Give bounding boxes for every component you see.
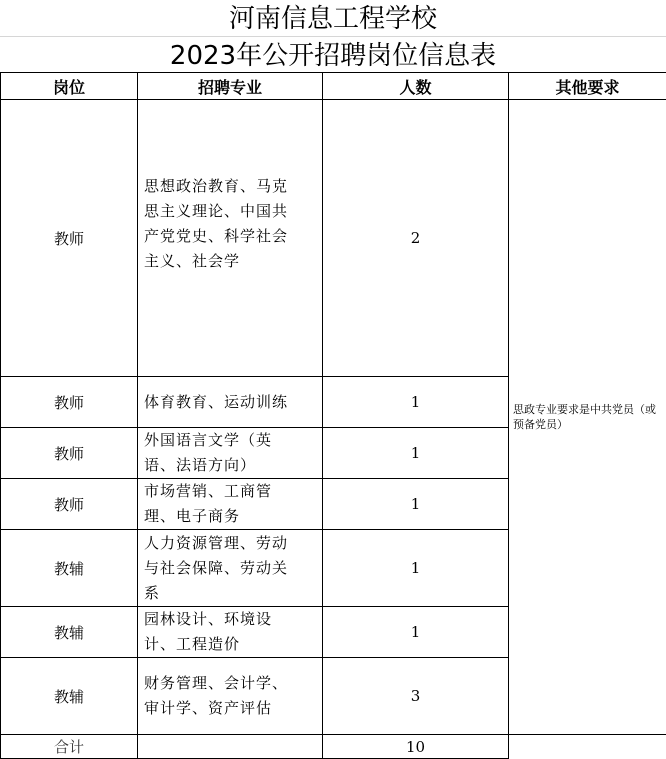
- position-cell: 教辅: [1, 658, 138, 735]
- other-requirement-cell: 思政专业要求是中共党员（或预备党员）: [509, 100, 666, 735]
- position-cell: 教师: [1, 479, 138, 530]
- major-cell: 人力资源管理、劳动与社会保障、劳动关系: [138, 530, 323, 607]
- position-cell: 教师: [1, 377, 138, 428]
- table-title: 2023年公开招聘岗位信息表: [169, 41, 497, 71]
- school-name: 河南信息工程学校: [228, 4, 437, 34]
- count-cell: 1: [323, 607, 509, 658]
- total-count: 10: [323, 735, 509, 759]
- total-row: [1, 735, 666, 759]
- total-blank: [509, 735, 666, 759]
- position-cell: 教师: [1, 100, 138, 377]
- header-row: [1, 73, 666, 100]
- major-cell: 思想政治教育、马克思主义理论、中国共产党党史、科学社会主义、社会学: [138, 100, 323, 377]
- header-count: 人数: [323, 73, 509, 100]
- position-cell: 教师: [1, 428, 138, 479]
- recruitment-table: [0, 72, 666, 759]
- major-cell: 财务管理、会计学、审计学、资产评估: [138, 658, 323, 735]
- major-cell: 市场营销、工商管理、电子商务: [138, 479, 323, 530]
- header-position: 岗位: [1, 73, 138, 100]
- total-empty-cell: [138, 735, 323, 759]
- major-cell: 园林设计、环境设计、工程造价: [138, 607, 323, 658]
- count-cell: 1: [323, 530, 509, 607]
- count-cell: 3: [323, 658, 509, 735]
- header-major: 招聘专业: [138, 73, 323, 100]
- header-other: 其他要求: [509, 73, 666, 100]
- count-cell: 1: [323, 377, 509, 428]
- count-cell: 1: [323, 428, 509, 479]
- position-cell: 教辅: [1, 607, 138, 658]
- major-cell: 体育教育、运动训练: [138, 377, 323, 428]
- total-label: 合计: [1, 735, 138, 759]
- count-cell: 2: [323, 100, 509, 377]
- count-cell: 1: [323, 479, 509, 530]
- table-row: [1, 100, 666, 377]
- major-cell: 外国语言文学（英语、法语方向）: [138, 428, 323, 479]
- title-divider: [0, 36, 666, 37]
- position-cell: 教辅: [1, 530, 138, 607]
